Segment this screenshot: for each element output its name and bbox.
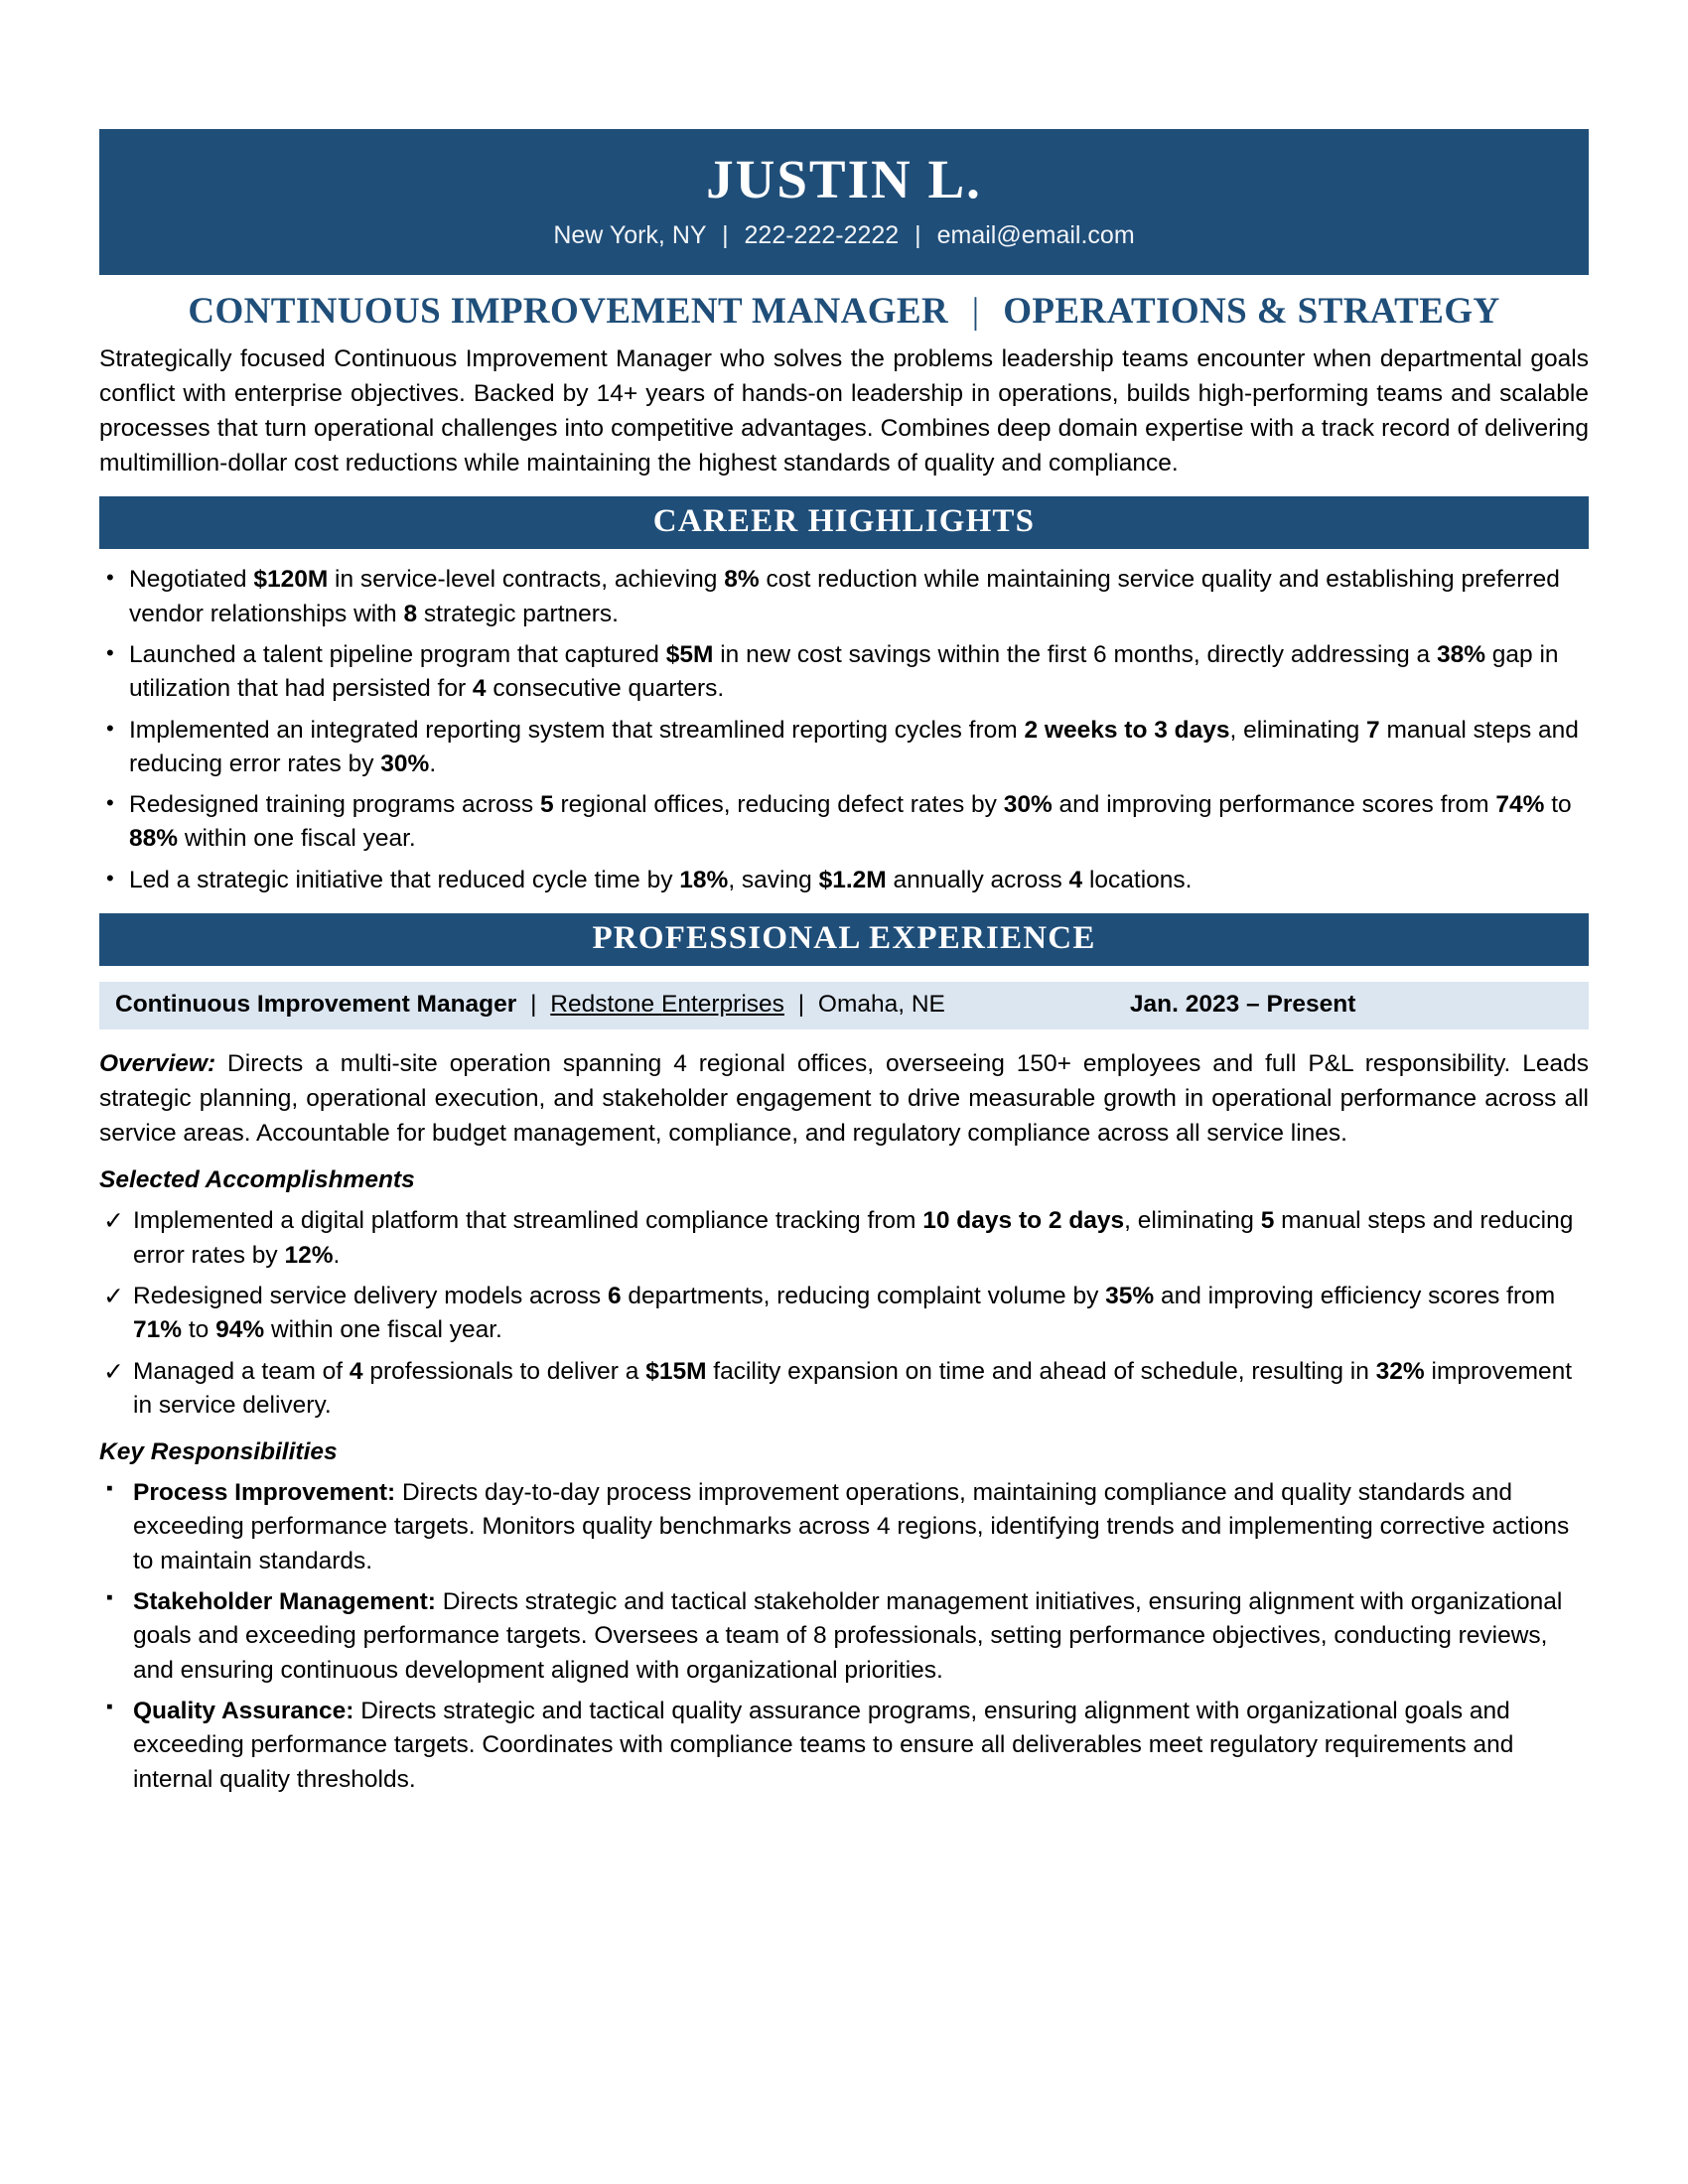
bullet-text: Led a strategic initiative that reduced cycle time by 18%, saving $1.2M annually across 4 locations. bbox=[129, 866, 1193, 893]
selected-accomplishments-list bbox=[99, 1204, 1589, 1423]
bullet-marker-icon: ✓ bbox=[103, 1357, 124, 1386]
accomplishment-item bbox=[99, 1204, 1589, 1273]
contact-location: New York, NY bbox=[553, 220, 707, 249]
contact-separator-2: | bbox=[914, 220, 921, 249]
headline-separator: | bbox=[971, 291, 980, 333]
job-pipe-2: | bbox=[797, 991, 805, 1019]
headline-right: OPERATIONS & STRATEGY bbox=[1003, 291, 1500, 333]
bullet-text: Implemented a digital platform that streamlined compliance tracking from 10 days to 2 days, eliminating 5 manual steps and reducing error rates by 12%. bbox=[133, 1207, 1574, 1269]
bullet-text: Launched a talent pipeline program that captured $5M in new cost savings within the first 6 months, directly addressing a 38% gap in utilization that had persisted for 4 consecutive quarters. bbox=[129, 640, 1559, 703]
bullet-text: Managed a team of 4 professionals to deliver a $15M facility expansion on time and ahead of schedule, resulting in 32% improvement in service delivery. bbox=[133, 1357, 1573, 1419]
overview-text: Directs a multi-site operation spanning 4 regional offices, overseeing 150+ employees and full P&L responsibility. Leads strategic planning, operational execution, and stakeholder engagement to drive measurable growth in operational performance across all service areas. Accountable for budget management, compliance, and regulatory compliance across all service lines. bbox=[99, 1050, 1589, 1147]
bullet-marker-icon: • bbox=[106, 865, 114, 890]
career-highlight-item bbox=[99, 864, 1589, 897]
job-header-strip bbox=[99, 982, 1589, 1029]
professional-summary: Strategically focused Continuous Improvement Manager who solves the problems leadership teams encounter when departmental goals conflict with enterprise objectives. Backed by 14+ years of hands-on leadership in operations, builds high-performing teams and scalable processes that turn operational challenges into competitive advantages. Combines deep domain expertise with a track record of delivering multimillion-dollar cost reductions while maintaining the highest standards of quality and compliance. bbox=[99, 345, 1589, 477]
contact-separator-1: | bbox=[722, 220, 729, 249]
bullet-marker-icon: ✓ bbox=[103, 1282, 124, 1310]
section-title: PROFESSIONAL EXPERIENCE bbox=[592, 920, 1096, 957]
bullet-marker-icon: ▪ bbox=[106, 1478, 113, 1500]
contact-line bbox=[99, 222, 1589, 250]
professional-headline bbox=[99, 275, 1589, 341]
job-pipe-1: | bbox=[530, 991, 537, 1019]
job-dates: Jan. 2023 – Present bbox=[1129, 991, 1356, 1019]
section-title: CAREER HIGHLIGHTS bbox=[652, 503, 1036, 540]
bullet-text: Redesigned training programs across 5 regional offices, reducing defect rates by 30% and improving performance scores from 74% to 88% within one fiscal year. bbox=[129, 791, 1572, 853]
selected-accomplishments-heading: Selected Accomplishments bbox=[99, 1166, 415, 1194]
job-company: Redstone Enterprises bbox=[550, 991, 784, 1019]
bullet-text: Stakeholder Management: Directs strategic and tactical stakeholder management initiatives, ensuring alignment with organizational goals and exceeding performance targets. Oversees a team of 8 professionals, setting performance objectives, conducting reviews, and ensuring continuous development aligned with organizational priorities. bbox=[133, 1588, 1563, 1684]
bullet-marker-icon: • bbox=[106, 639, 114, 665]
bullet-text: Process Improvement: Directs day-to-day process improvement operations, maintaining compliance and quality standards and exceeding performance targets. Monitors quality benchmarks across 4 regions, identifying trends and implementing corrective actions to maintain standards. bbox=[133, 1479, 1570, 1574]
key-responsibilities-heading: Key Responsibilities bbox=[99, 1438, 338, 1466]
bullet-marker-icon: ✓ bbox=[103, 1207, 124, 1236]
job-location: Omaha, NE bbox=[817, 991, 945, 1019]
responsibility-item bbox=[99, 1476, 1589, 1578]
name-banner bbox=[99, 129, 1589, 275]
bullet-text: Redesigned service delivery models across 6 departments, reducing complaint volume by 35% and improving efficiency scores from 71% to 94% within one fiscal year. bbox=[133, 1282, 1556, 1344]
bullet-text: Implemented an integrated reporting system that streamlined reporting cycles from 2 weeks to 3 days, eliminating 7 manual steps and reducing error rates by 30%. bbox=[129, 716, 1579, 777]
bullet-marker-icon: ▪ bbox=[106, 1587, 113, 1609]
headline-left: CONTINUOUS IMPROVEMENT MANAGER bbox=[188, 291, 949, 333]
section-bar-professional-experience bbox=[99, 913, 1589, 966]
accomplishment-item bbox=[99, 1280, 1589, 1348]
bullet-marker-icon: • bbox=[106, 565, 114, 591]
bullet-marker-icon: • bbox=[106, 790, 114, 816]
contact-phone: 222-222-2222 bbox=[744, 220, 900, 249]
job-identity bbox=[115, 991, 945, 1019]
bullet-text: Negotiated $120M in service-level contracts, achieving 8% cost reduction while maintaining service quality and establishing preferred vendor relationships with 8 strategic partners. bbox=[129, 566, 1560, 627]
candidate-name: JUSTIN L. bbox=[706, 149, 982, 209]
contact-email: email@email.com bbox=[936, 220, 1135, 249]
bullet-marker-icon: ▪ bbox=[106, 1696, 113, 1717]
career-highlight-item bbox=[99, 788, 1589, 857]
career-highlight-item bbox=[99, 563, 1589, 631]
job-title: Continuous Improvement Manager bbox=[115, 991, 517, 1019]
career-highlight-item bbox=[99, 714, 1589, 782]
career-highlight-item bbox=[99, 638, 1589, 707]
job-overview bbox=[99, 1047, 1589, 1151]
responsibility-item bbox=[99, 1695, 1589, 1797]
career-highlights-list bbox=[99, 563, 1589, 897]
responsibility-item bbox=[99, 1585, 1589, 1688]
accomplishment-item bbox=[99, 1355, 1589, 1424]
overview-label: Overview: bbox=[99, 1050, 216, 1078]
bullet-text: Quality Assurance: Directs strategic and tactical quality assurance programs, ensuring alignment with organizational goals and exceeding performance targets. Coordinates with compliance teams to ensure all deliverables meet regulatory requirements and internal quality thresholds. bbox=[133, 1697, 1514, 1793]
key-responsibilities-list bbox=[99, 1476, 1589, 1797]
bullet-marker-icon: • bbox=[106, 715, 114, 741]
section-bar-career-highlights bbox=[99, 496, 1589, 549]
